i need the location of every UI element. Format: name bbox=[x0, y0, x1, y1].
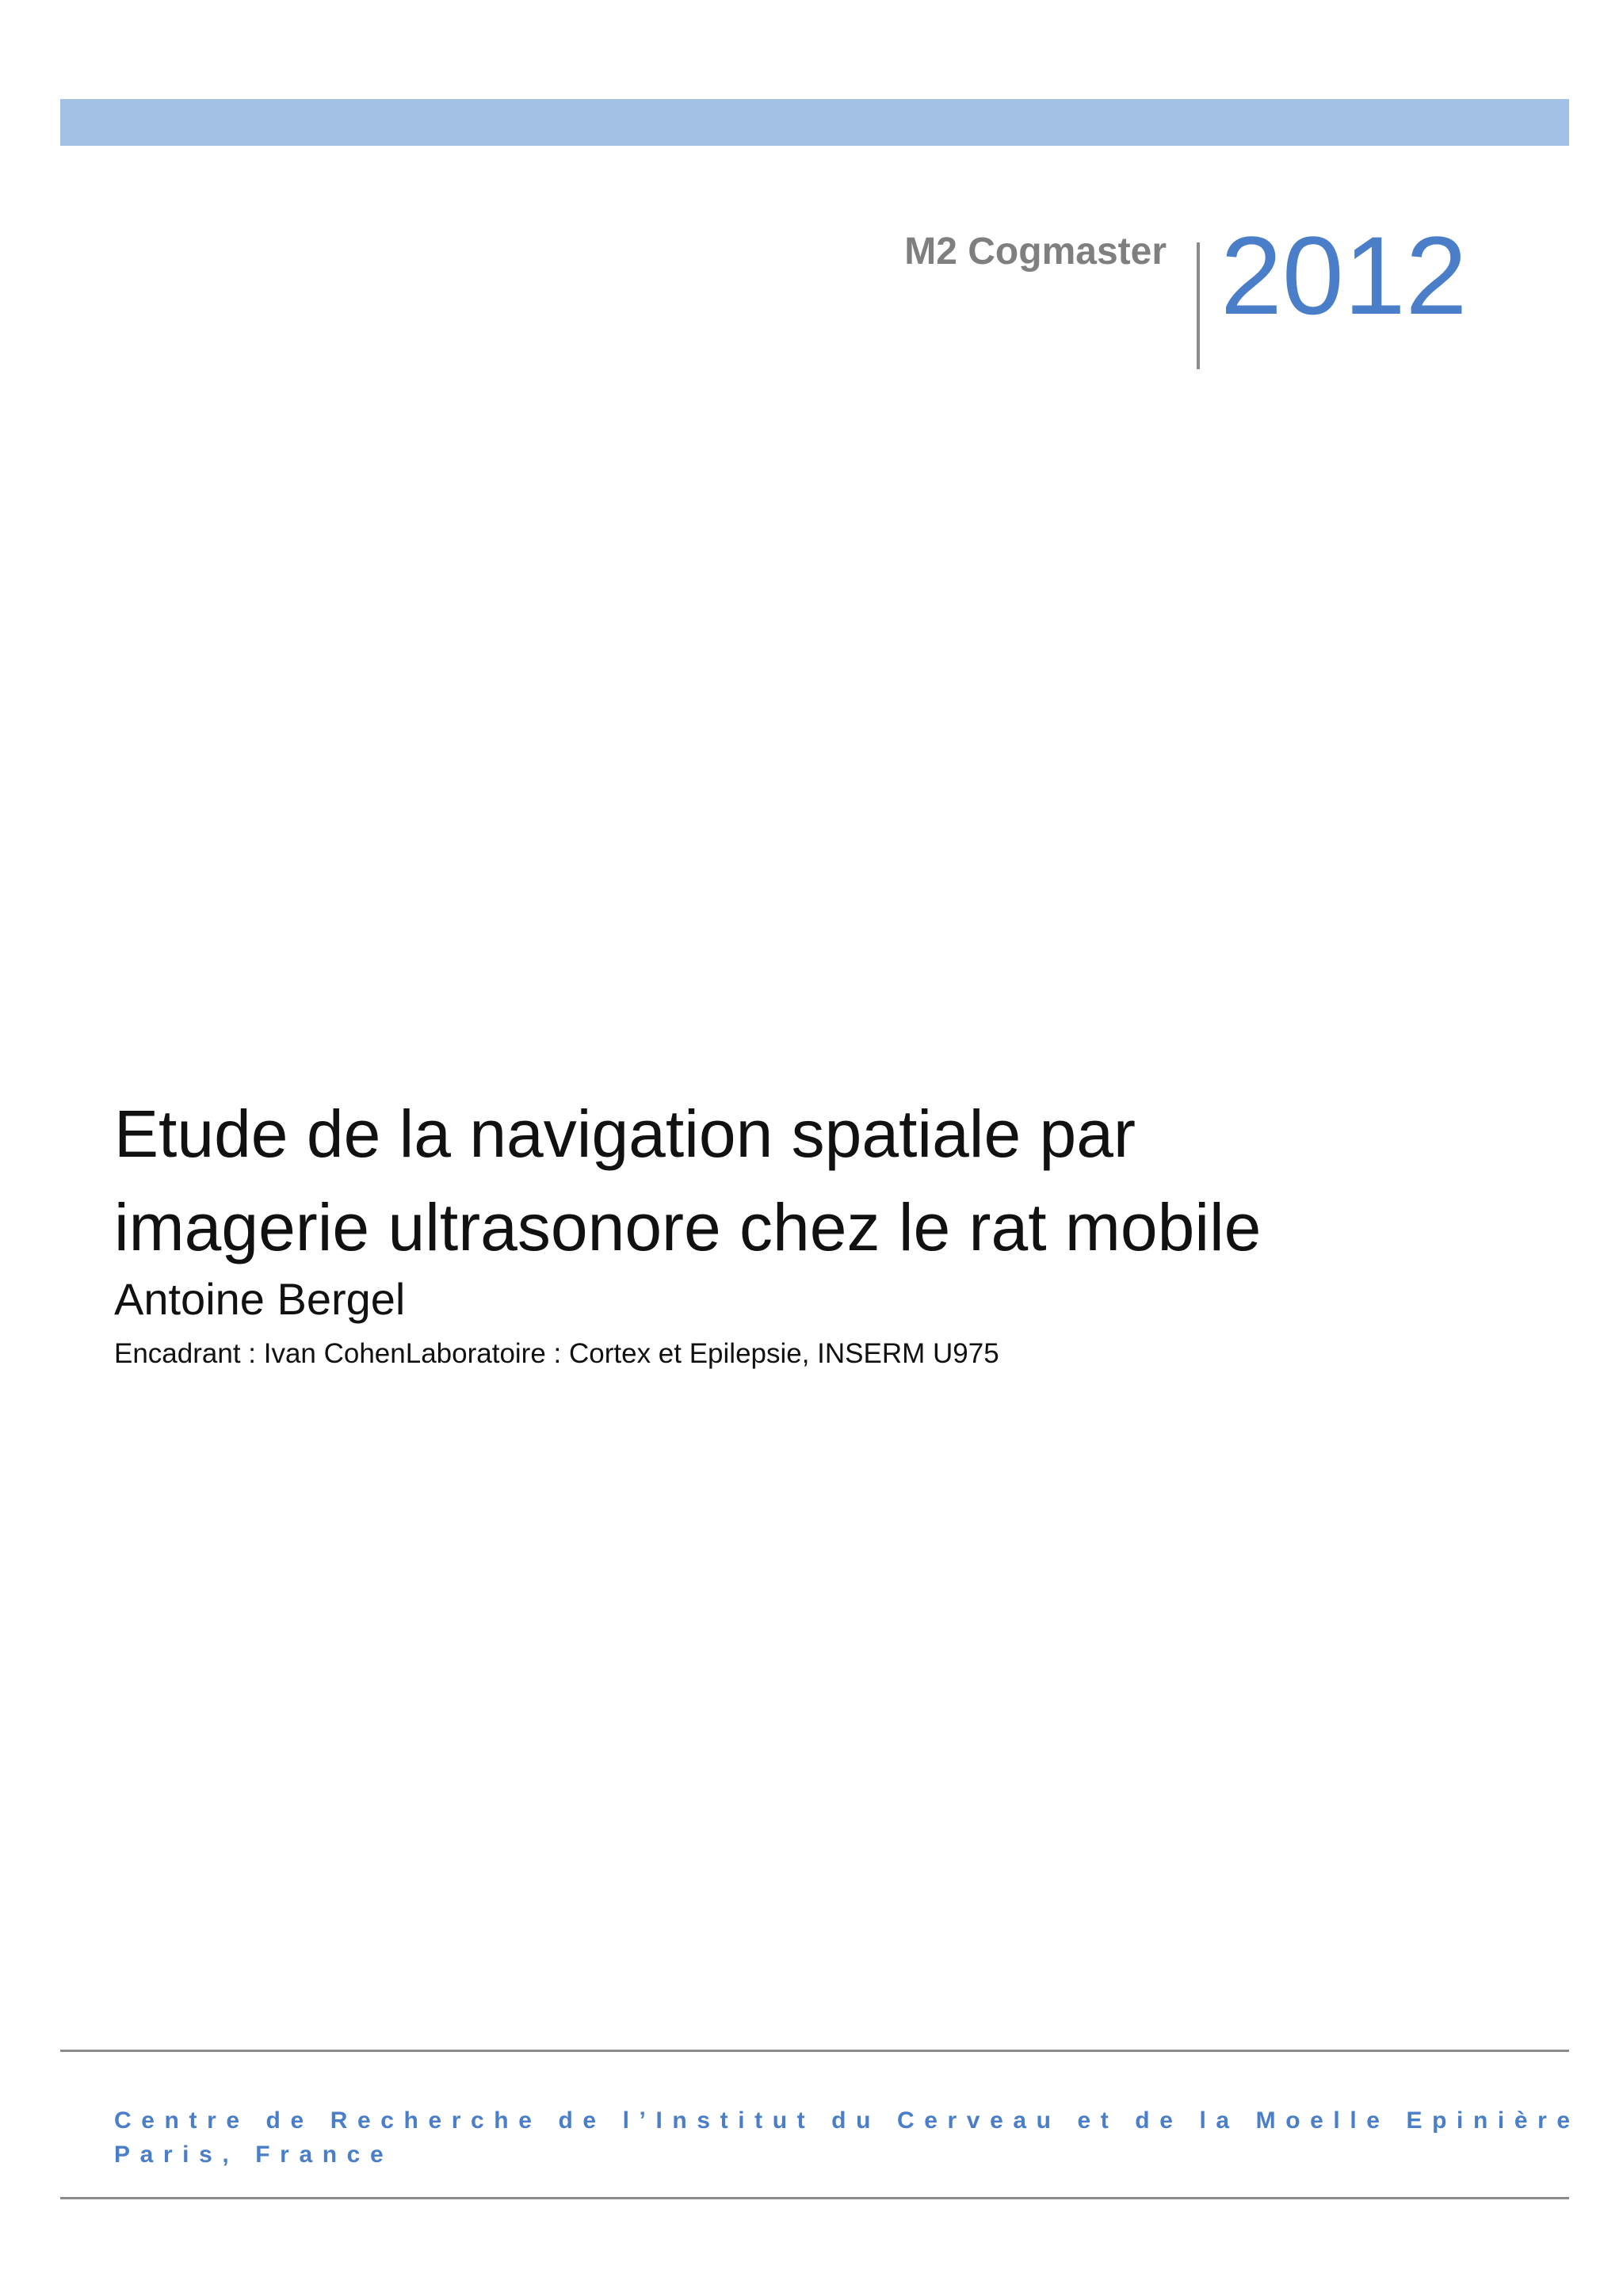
year: 2012 bbox=[1220, 213, 1468, 338]
thesis-title-line-2: imagerie ultrasonore chez le rat mobile bbox=[114, 1190, 1262, 1264]
thesis-title bbox=[114, 1087, 1525, 1274]
footer-institution: Centre de Recherche de l’Institut du Cerveau et de la Moelle Epinière bbox=[114, 2107, 1580, 2134]
supervisor-and-lab: Encadrant : Ivan CohenLaboratoire : Cortex et Epilepsie, INSERM U975 bbox=[114, 1338, 999, 1369]
footer-institution-block bbox=[114, 2103, 1580, 2172]
header-color-bar bbox=[60, 99, 1569, 146]
program-name: M2 Cogmaster bbox=[904, 231, 1167, 273]
thesis-title-line-1: Etude de la navigation spatiale par bbox=[114, 1097, 1136, 1171]
year-divider bbox=[1197, 242, 1200, 369]
footer-location: Paris, France bbox=[114, 2142, 394, 2168]
footer-bottom-rule bbox=[60, 2197, 1569, 2199]
author-name: Antoine Bergel bbox=[114, 1274, 406, 1324]
footer-top-rule bbox=[60, 2050, 1569, 2052]
